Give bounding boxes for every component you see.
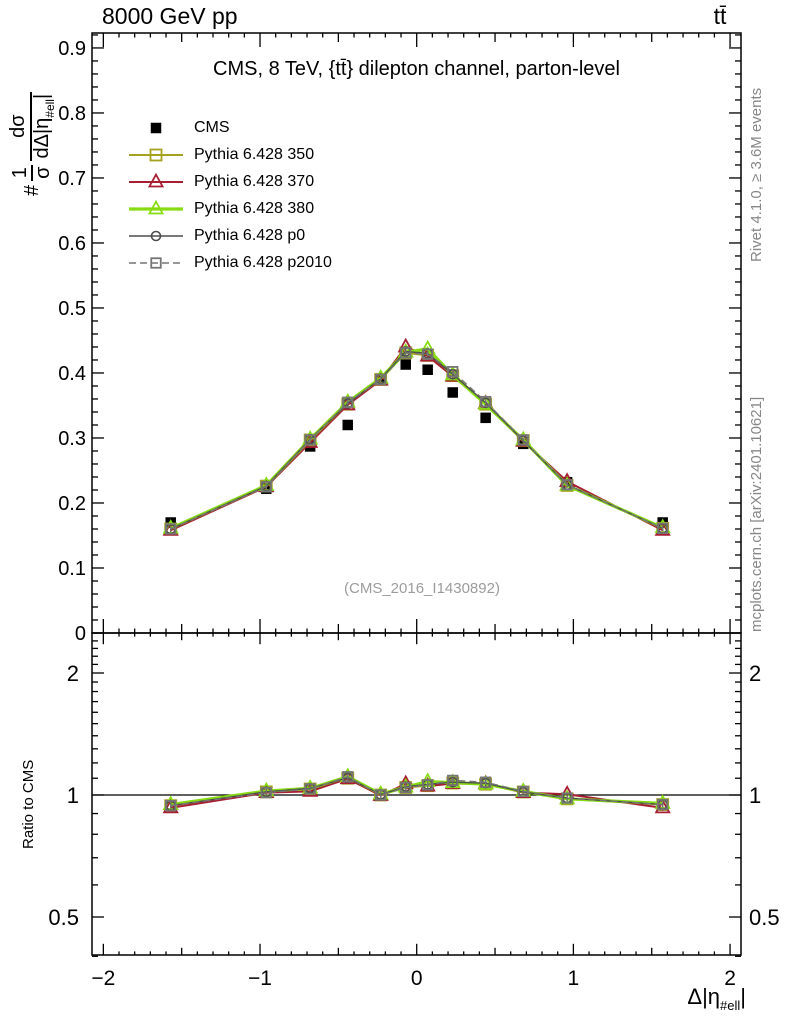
series-line [171,777,663,805]
main-y-tick-label: 0.2 [58,492,86,515]
ratio-axis-title: Ratio to CMS [20,759,37,849]
rivet-version-label: Rivet 4.1.0, ≥ 3.6M events [748,87,765,262]
legend-label: Pythia 6.428 p0 [194,226,306,244]
analysis-watermark: (CMS_2016_I1430892) [344,580,500,597]
ratio-y-tick-label-right: 0.5 [749,905,780,930]
legend-label: Pythia 6.428 350 [194,145,315,163]
series-line [171,353,663,529]
legend-item-cms [128,114,332,141]
y-title-prefix: # [20,184,43,196]
x-tick-label: 1 [567,967,580,990]
ratio-y-tick-label-right: 1 [749,783,762,808]
legend-marker-icon [128,117,184,139]
ratio-y-tick-label-left: 1 [66,783,79,808]
y-title-frac-dsigma: dσ $d\Delta|\eta_{\#ell}|$ [7,93,57,159]
legend-marker-icon [128,144,184,166]
legend-item-pythia-6-428-350 [128,141,332,168]
series-line [171,349,663,528]
legend [128,114,332,276]
y-axis-title [8,92,57,196]
ratio-y-tick-label-left: 2 [66,661,79,686]
main-y-tick-label: 0.1 [58,557,86,580]
y-title-frac-1-over-sigma: 1 σ [8,166,55,179]
x-axis-title: $\Delta|\eta_{\#ell}|$ [687,984,746,1013]
series-line [171,347,663,530]
mcplots-arxiv-label: mcplots.cern.ch [arXiv:2401.10621] [748,396,765,632]
main-y-tick-label: 0.5 [58,297,86,320]
x-tick-label: −1 [248,967,272,990]
legend-label: Pythia 6.428 370 [194,172,315,190]
x-tick-label: 0 [410,967,423,990]
legend-marker-icon [128,252,184,274]
legend-marker-icon [128,171,184,193]
legend-marker-icon [128,225,184,247]
main-y-tick-label: 0 [74,623,86,645]
legend-label: CMS [194,118,230,136]
main-y-tick-label: 0.9 [58,37,86,60]
main-y-tick-label: 0.4 [58,362,86,385]
legend-item-pythia-6-428-380 [128,195,332,222]
main-y-tick-label: 0.8 [58,102,86,125]
series-line [171,352,663,529]
ratio-y-tick-label-left: 0.5 [48,905,79,930]
plot-subtitle: CMS, 8 TeV, {tt̄} dilepton channel, parton-level [213,58,620,80]
series-line [171,353,663,529]
beam-energy-title: 8000 GeV pp [102,3,238,29]
process-title: tt̄ [713,3,727,29]
legend-marker-icon [128,198,184,220]
legend-item-pythia-6-428-p2010 [128,249,332,276]
main-y-tick-label: 0.3 [58,427,86,450]
legend-item-pythia-6-428-370 [128,168,332,195]
legend-item-pythia-6-428-p0 [128,222,332,249]
main-y-tick-label: 0.6 [58,232,86,255]
legend-label: Pythia 6.428 380 [194,199,315,217]
ratio-y-tick-label-right: 2 [749,661,762,686]
series-line [171,778,663,805]
main-y-tick-label: 0.7 [58,167,86,190]
x-tick-label: 2 [724,967,736,990]
legend-label: Pythia 6.428 p2010 [194,253,332,271]
x-tick-label: −2 [91,967,116,990]
